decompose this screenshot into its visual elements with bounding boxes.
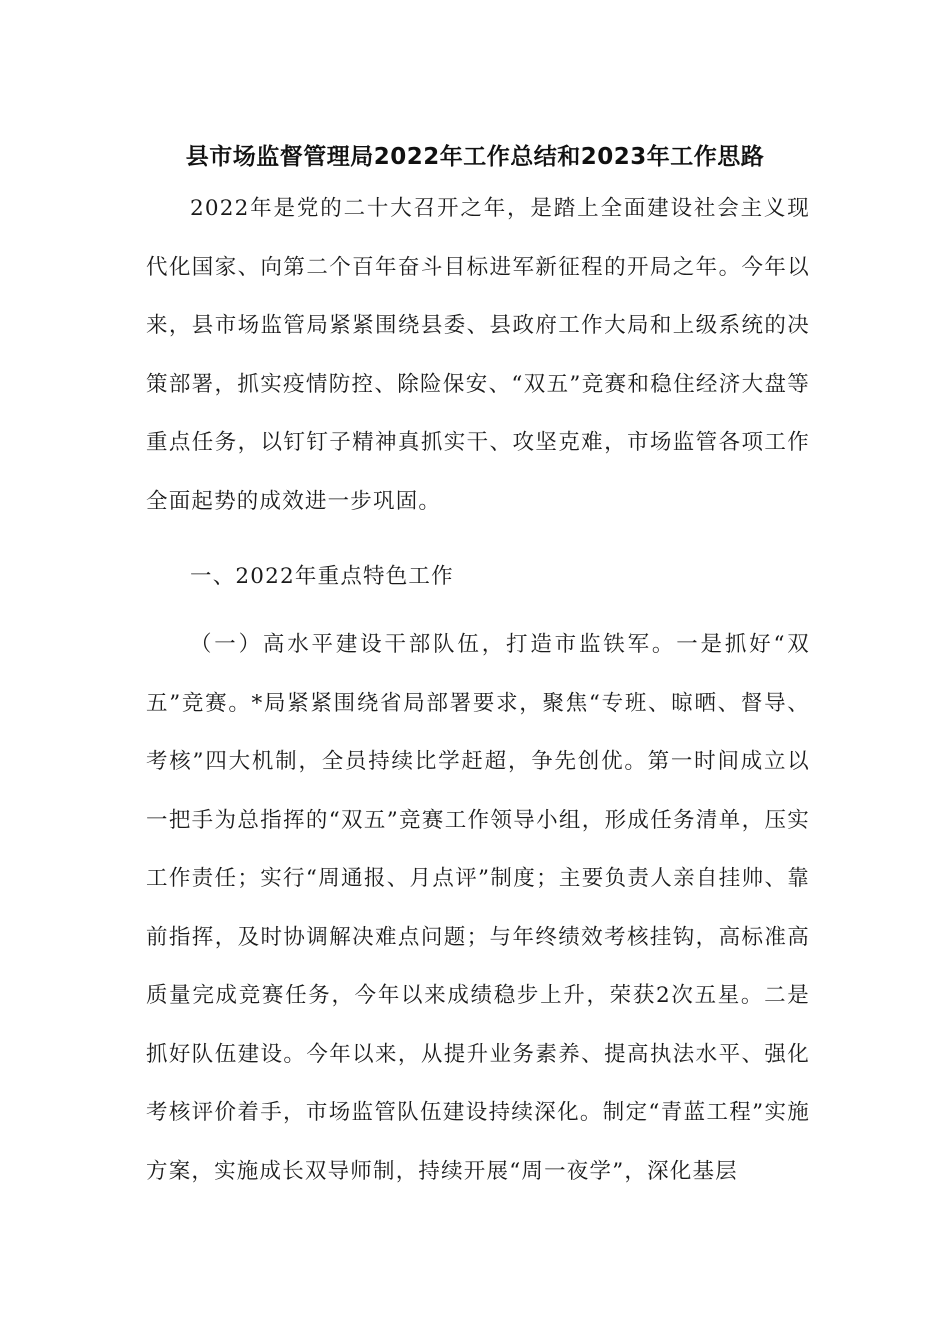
section-paragraph: （一）高水平建设干部队伍，打造市监铁军。一是抓好“双五”竞赛。*局紧紧围绕省局部署要求，聚焦“专班、晾晒、督导、考核”四大机制，全员持续比学赶超，争先创优。第一时间成立以一把手为总指挥的“双五”竞赛工作领导小组，形成任务清单，压实工作责任；实行“周通报、月点评”制度；主要负责人亲自挂帅、靠前指挥，及时协调解决难点问题；与年终绩效考核挂钩，高标准高质量完成竞赛任务，今年以来成绩稳步上升，荣获2次五星。二是抓好队伍建设。今年以来，从提升业务素养、提高执法水平、强化考核评价着手，市场监管队伍建设持续深化。制定“青蓝工程”实施方案，实施成长双导师制，持续开展“周一夜学”，深化基层 [146,632,810,1184]
intro-paragraph: 2022年是党的二十大召开之年，是踏上全面建设社会主义现代化国家、向第二个百年奋斗目标进军新征程的开局之年。今年以来，县市场监管局紧紧围绕县委、县政府工作大局和上级系统的决策部署，抓实疫情防控、除险保安、“双五”竞赛和稳住经济大盘等重点任务，以钉钉子精神真抓实干、攻坚克难，市场监管各项工作全面起势的成效进一步巩固。 [146,196,810,514]
section-heading: 一、2022年重点特色工作 [190,564,454,589]
document-title: 县市场监督管理局2022年工作总结和2023年工作思路 [185,144,765,170]
